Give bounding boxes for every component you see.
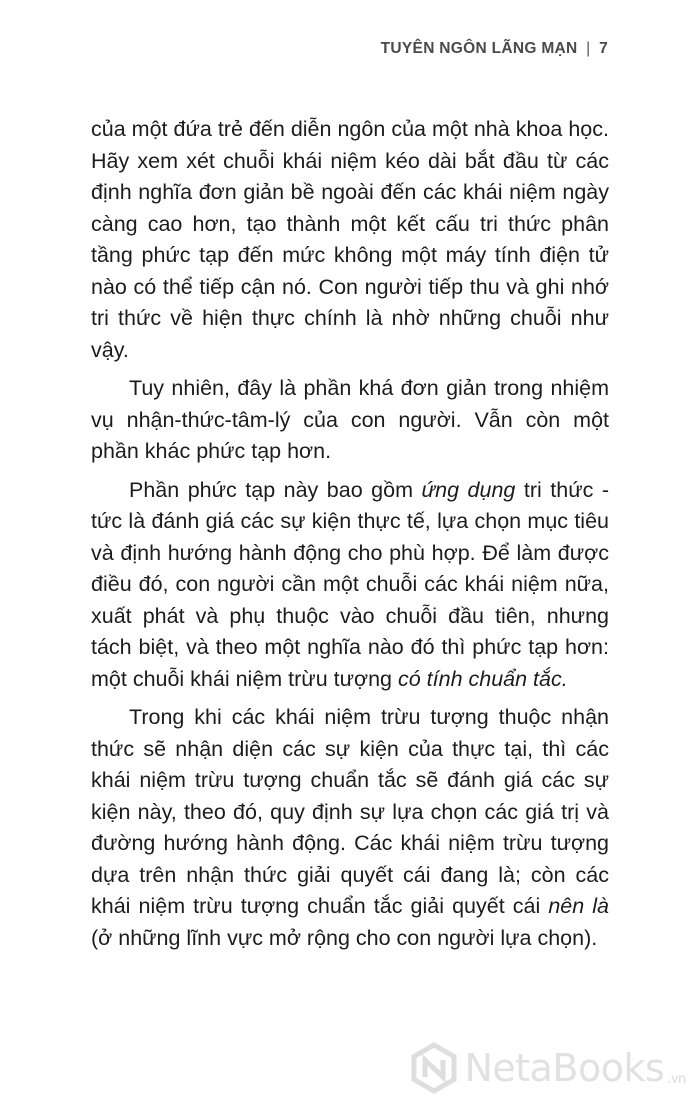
paragraph [91,373,609,468]
emphasis-text: có tính chuẩn tắc. [397,666,568,691]
paragraph-text: Phần phức tạp này bao gồm [129,477,422,502]
header-separator: | [586,40,591,57]
book-title: TUYÊN NGÔN LÃNG MẠN [380,40,578,57]
paragraph [91,475,609,696]
emphasis-text: nên là [548,894,609,918]
paragraph-text: của một đứa trẻ đến diễn ngôn của một nhà khoa học. Hãy xem xét chuỗi khái niệm kéo dài bắt đầu từ các định nghĩa đơn giản bề ngoài đến các khái niệm ngày càng cao hơn, tạo thành một kết cấu tri thức phân tầng phức tạp đến mức không một máy tính điện tử nào có thể tiếp cận nó. Con người tiếp thu và ghi nhớ tri thức về hiện thực chính là nhờ những chuỗi như vậy. [91,117,609,362]
page-body [91,114,609,961]
page-number: 7 [599,40,608,57]
paragraph-text: tri thức - tức là đánh giá các sự kiện thực tế, lựa chọn mục tiêu và định hướng hành động cho phù hợp. Để làm được điều đó, con người cần một chuỗi các khái niệm nữa, xuất phát và phụ thuộc vào chuỗi đầu tiên, nhưng tách biệt, và theo một nghĩa nào đó thì phức tạp hơn: một chuỗi khái niệm trừu tượng [91,477,610,691]
watermark-brand: NetaBooks [464,1046,665,1090]
paragraph [91,702,609,954]
running-header [381,40,608,58]
paragraph-text: Trong khi các khái niệm trừu tượng thuộc nhận thức sẽ nhận diện các sự kiện của thực tại, thì các khái niệm trừu tượng chuẩn tắc sẽ đánh giá các sự kiện này, theo đó, quy định sự lựa chọn các giá trị và đường hướng hành động. Các khái niệm trừu tượng dựa trên nhận thức giải quyết cái đang là; còn các khái niệm trừu tượng chuẩn tắc giải quyết cái [91,705,609,918]
watermark-suffix: .vn [667,1070,686,1086]
paragraph-text: Tuy nhiên, đây là phần khá đơn giản trong nhiệm vụ nhận-thức-tâm-lý của con người. Vẫn còn một phần khác phức tạp hơn. [91,376,609,463]
watermark [408,1042,686,1094]
emphasis-text: ứng dụng [421,477,516,502]
paragraph-continued [91,114,609,366]
paragraph-text: (ở những lĩnh vực mở rộng cho con người lựa chọn). [91,925,598,950]
netabooks-n-logo-icon [408,1042,460,1094]
